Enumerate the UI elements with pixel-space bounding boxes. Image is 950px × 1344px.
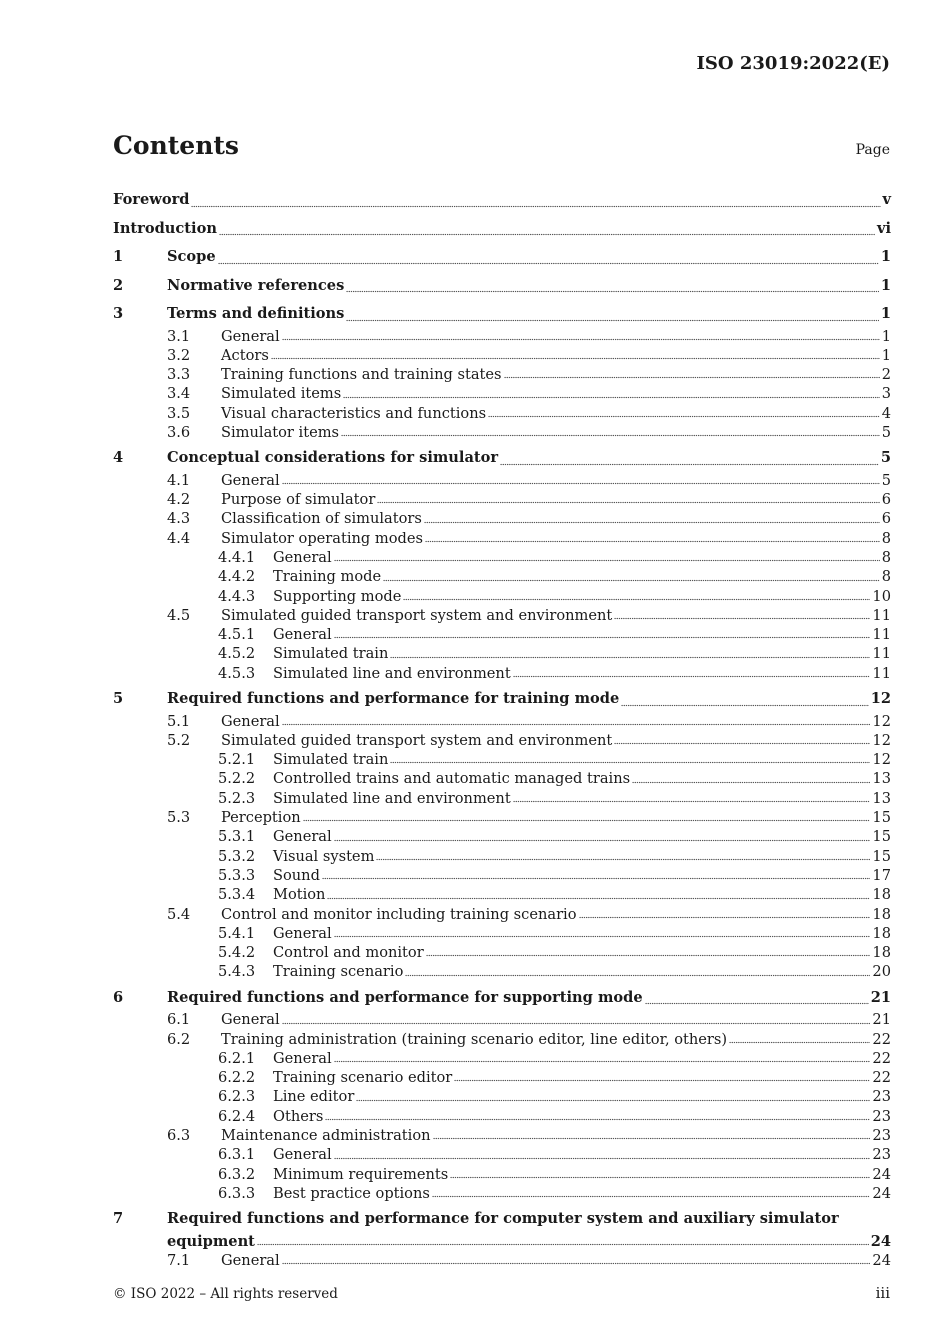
toc-entry-title: Simulated items xyxy=(221,385,342,403)
dot-leader xyxy=(632,781,870,785)
toc-entry-title: General xyxy=(273,828,332,846)
dot-leader xyxy=(513,675,871,679)
toc-entry-page: 23 xyxy=(872,1146,891,1164)
toc-entry[interactable] xyxy=(113,847,891,866)
toc-entry[interactable] xyxy=(113,213,891,242)
toc-entry-number: 3 xyxy=(113,305,124,322)
toc-entry[interactable] xyxy=(113,789,891,808)
contents-title: Contents xyxy=(113,131,240,160)
toc-entry-title: Simulated line and environment xyxy=(273,664,511,682)
dot-leader xyxy=(426,954,871,958)
dot-leader xyxy=(390,761,870,765)
toc-entry-page: 15 xyxy=(872,809,891,827)
toc-entry-page: 15 xyxy=(872,847,891,865)
toc-entry[interactable] xyxy=(113,567,891,586)
toc-entry[interactable] xyxy=(113,404,891,423)
toc-entry-page: 6 xyxy=(881,510,891,528)
toc-entry[interactable] xyxy=(113,1145,891,1164)
toc-entry-number: 5.4.2 xyxy=(218,944,256,962)
toc-entry-page: 1 xyxy=(881,346,891,364)
toc-entry-page: 5 xyxy=(881,423,891,441)
toc-entry-number: 5.2 xyxy=(167,731,191,749)
toc-entry-page: 12 xyxy=(870,690,891,708)
toc-entry-page: 17 xyxy=(872,866,891,884)
toc-entry[interactable] xyxy=(113,298,891,327)
dot-leader xyxy=(282,1262,871,1266)
toc-entry-page: 11 xyxy=(872,645,891,663)
toc-entry-title: Actors xyxy=(221,346,269,364)
toc-entry[interactable] xyxy=(113,587,891,606)
toc-entry[interactable] xyxy=(113,683,891,712)
toc-entry-title: General xyxy=(273,626,332,644)
toc-entry-number: 5.3.2 xyxy=(218,847,256,865)
toc-entry-page: 24 xyxy=(870,1232,891,1250)
toc-entry-page: 10 xyxy=(872,587,891,605)
toc-entry-title: Best practice options xyxy=(273,1184,430,1202)
toc-entry-number: 5.1 xyxy=(167,712,191,730)
toc-entry-title: Classification of simulators xyxy=(221,510,422,528)
toc-entry[interactable] xyxy=(113,270,891,299)
toc-entry-page: 6 xyxy=(881,491,891,509)
toc-entry-number: 1 xyxy=(113,248,124,265)
toc-entry[interactable] xyxy=(113,664,891,683)
toc-entry[interactable] xyxy=(113,548,891,567)
toc-entry-title: Controlled trains and automatic managed trains xyxy=(273,770,631,788)
toc-entry[interactable] xyxy=(113,731,891,750)
toc-entry-title: Simulated line and environment xyxy=(273,789,511,807)
dot-leader xyxy=(579,916,871,920)
toc-entry[interactable] xyxy=(113,866,891,885)
toc-entry[interactable] xyxy=(113,442,891,471)
dot-leader xyxy=(282,482,880,486)
toc-entry-title: General xyxy=(221,1011,280,1029)
toc-entry-number: 5.4.3 xyxy=(218,963,256,981)
dot-leader xyxy=(346,290,879,294)
toc-entry-title: Simulated guided transport system and environment xyxy=(221,731,613,749)
toc-entry-number: 5.4 xyxy=(167,905,191,923)
toc-entry-title: Required functions and performance for computer system and auxiliary simulator xyxy=(167,1210,839,1228)
toc-entry-title: Training scenario xyxy=(273,963,404,981)
toc-entry-page: 24 xyxy=(872,1251,891,1269)
toc-entry[interactable] xyxy=(113,1087,891,1106)
toc-entry-title: Normative references xyxy=(167,276,345,294)
toc-entry-title: Simulator items xyxy=(221,423,340,441)
dot-leader xyxy=(282,1022,871,1026)
toc-entry-page: 24 xyxy=(872,1184,891,1202)
toc-entry[interactable] xyxy=(113,346,891,365)
dot-leader xyxy=(334,1157,871,1161)
toc-entry-number: 4.5.1 xyxy=(218,626,256,644)
toc-entry-title: Conceptual considerations for simulator xyxy=(167,449,499,467)
toc-entry-page: 18 xyxy=(872,924,891,942)
dot-leader xyxy=(376,858,870,862)
toc-entry-number: 2 xyxy=(113,276,124,294)
dot-leader xyxy=(334,559,880,563)
toc-entry-title: General xyxy=(273,1146,332,1164)
toc-entry-title: Visual system xyxy=(273,847,375,865)
toc-entry-page: 12 xyxy=(872,731,891,749)
toc-entry-number: 7.1 xyxy=(167,1251,191,1269)
toc-entry[interactable] xyxy=(113,982,891,1011)
toc-entry-number: 5.2.1 xyxy=(218,751,256,769)
toc-entry-title: Terms and definitions xyxy=(167,305,345,322)
dot-leader xyxy=(424,521,880,525)
toc-entry[interactable] xyxy=(113,962,891,981)
toc-entry-number: 4.4.2 xyxy=(218,568,256,586)
toc-entry-page: vi xyxy=(876,219,891,237)
dot-leader xyxy=(621,704,868,708)
toc-entry[interactable] xyxy=(113,1184,891,1203)
toc-entry-title: Control and monitor including training scenario xyxy=(221,905,577,923)
dot-leader xyxy=(334,935,871,939)
dot-leader xyxy=(343,396,879,400)
toc-entry-title: General xyxy=(221,471,280,489)
toc-entry-page: 21 xyxy=(872,1011,891,1029)
toc-entry-page: 2 xyxy=(881,366,891,384)
toc-entry-title: Scope xyxy=(167,248,216,265)
dot-leader xyxy=(325,1118,870,1122)
toc-entry-number: 4.4 xyxy=(167,529,191,547)
toc-entry-page: 21 xyxy=(870,988,891,1006)
dot-leader xyxy=(729,1041,870,1045)
dot-leader xyxy=(341,434,880,438)
dot-leader xyxy=(334,636,871,640)
dot-leader xyxy=(433,1137,871,1141)
toc-entry[interactable] xyxy=(113,423,891,442)
toc-entry[interactable] xyxy=(113,1126,891,1145)
dot-leader xyxy=(303,819,871,823)
dot-leader xyxy=(645,1002,869,1006)
toc-entry-number: 6 xyxy=(113,988,124,1006)
dot-leader xyxy=(390,656,870,660)
toc-entry-page: 13 xyxy=(872,789,891,807)
toc-entry[interactable] xyxy=(113,1049,891,1068)
dot-leader xyxy=(450,1176,870,1180)
toc-entry-title: General xyxy=(273,548,332,566)
toc-entry-number: 5.2.3 xyxy=(218,789,256,807)
dot-leader xyxy=(219,233,875,237)
toc-entry-title: Perception xyxy=(221,809,301,827)
toc-entry-title: Required functions and performance for supporting mode xyxy=(167,988,643,1006)
toc-entry-number: 5.2.2 xyxy=(218,770,256,788)
toc-entry-number: 6.2 xyxy=(167,1030,191,1048)
toc-entry[interactable] xyxy=(113,750,891,769)
toc-entry-page: 4 xyxy=(881,404,891,422)
dot-leader xyxy=(383,579,880,583)
toc-entry-page: 8 xyxy=(881,568,891,586)
page-number: iii xyxy=(875,1284,890,1302)
toc-entry-title: General xyxy=(221,327,280,345)
toc-entry-title: Simulated train xyxy=(273,645,389,663)
toc-entry-number: 6.3 xyxy=(167,1126,191,1144)
toc-entry[interactable] xyxy=(113,384,891,403)
toc-entry[interactable] xyxy=(113,885,891,904)
dot-leader xyxy=(282,723,871,727)
toc-entry[interactable] xyxy=(113,509,891,528)
dot-leader xyxy=(334,1060,871,1064)
toc-entry[interactable] xyxy=(113,712,891,731)
toc-entry-number: 5.3.3 xyxy=(218,866,256,884)
dot-leader xyxy=(257,1243,869,1247)
toc-entry-page: 1 xyxy=(881,327,891,345)
copyright-footer: © ISO 2022 – All rights reserved xyxy=(113,1286,338,1302)
toc-entry-title: Line editor xyxy=(273,1088,355,1106)
toc-entry[interactable] xyxy=(113,924,891,943)
toc-entry-number: 6.3.2 xyxy=(218,1165,256,1183)
toc-entry[interactable] xyxy=(113,241,891,270)
dot-leader xyxy=(405,974,870,978)
toc-entry-number: 4.5.3 xyxy=(218,664,256,682)
toc-entry-page: 8 xyxy=(881,548,891,566)
toc-entry-number: 6.2.2 xyxy=(218,1069,256,1087)
toc-entry-page: v xyxy=(882,191,891,208)
toc-entry[interactable] xyxy=(113,365,891,384)
dot-leader xyxy=(454,1079,870,1083)
toc-entry-page: 22 xyxy=(872,1030,891,1048)
toc-entry-title: Visual characteristics and functions xyxy=(221,404,487,422)
toc-entry-page: 23 xyxy=(872,1088,891,1106)
toc-entry-page: 1 xyxy=(880,276,891,294)
toc-entry-title: Minimum requirements xyxy=(273,1165,449,1183)
toc-entry-number: 5.4.1 xyxy=(218,924,256,942)
toc-entry-page: 1 xyxy=(880,248,891,265)
toc-entry-number: 5 xyxy=(113,690,124,708)
toc-entry-title: General xyxy=(221,712,280,730)
toc-entry-page: 23 xyxy=(872,1126,891,1144)
toc-entry-number: 3.1 xyxy=(167,327,191,345)
toc-entry-number: 5.3.4 xyxy=(218,886,256,904)
toc-entry[interactable] xyxy=(113,1107,891,1126)
toc-entry-page: 11 xyxy=(872,606,891,624)
table-of-contents xyxy=(113,184,891,1270)
toc-entry-title: Supporting mode xyxy=(273,587,402,605)
toc-entry[interactable] xyxy=(113,769,891,788)
toc-entry-number: 4.1 xyxy=(167,471,191,489)
toc-entry[interactable] xyxy=(113,1010,891,1029)
toc-entry-page: 1 xyxy=(880,305,891,322)
toc-entry-page: 18 xyxy=(872,944,891,962)
toc-entry-number: 4 xyxy=(113,449,124,467)
toc-entry-number: 3.6 xyxy=(167,423,191,441)
toc-entry-page: 11 xyxy=(872,626,891,644)
toc-entry-page: 11 xyxy=(872,664,891,682)
dot-leader xyxy=(334,839,871,843)
toc-entry-title: Training administration (training scenario editor, line editor, others) xyxy=(221,1030,728,1048)
toc-entry-page: 5 xyxy=(881,471,891,489)
toc-entry-number: 6.1 xyxy=(167,1011,191,1029)
toc-entry-page: 22 xyxy=(872,1049,891,1067)
toc-entry[interactable] xyxy=(113,827,891,846)
toc-entry[interactable] xyxy=(113,1203,891,1251)
toc-entry[interactable] xyxy=(113,529,891,548)
toc-entry[interactable] xyxy=(113,625,891,644)
toc-entry-number: 5.3 xyxy=(167,809,191,827)
toc-entry-number: 7 xyxy=(113,1210,124,1228)
toc-entry-page: 3 xyxy=(881,385,891,403)
toc-entry-title: General xyxy=(221,1251,280,1269)
toc-entry-number: 4.3 xyxy=(167,510,191,528)
toc-entry[interactable] xyxy=(113,606,891,625)
toc-entry-page: 15 xyxy=(872,828,891,846)
dot-leader xyxy=(282,338,880,342)
toc-entry-number: 6.3.1 xyxy=(218,1146,256,1164)
toc-entry-title: Foreword xyxy=(113,191,190,208)
toc-entry-number: 3.5 xyxy=(167,404,191,422)
toc-entry-title: Training mode xyxy=(273,568,382,586)
toc-entry-title: Others xyxy=(273,1107,324,1125)
toc-entry[interactable] xyxy=(113,471,891,490)
toc-entry-title: General xyxy=(273,1049,332,1067)
toc-entry-number: 6.2.3 xyxy=(218,1088,256,1106)
toc-entry-number: 4.4.1 xyxy=(218,548,256,566)
toc-entry[interactable] xyxy=(113,808,891,827)
toc-entry-page: 12 xyxy=(872,751,891,769)
toc-entry-title: Simulated train xyxy=(273,751,389,769)
dot-leader xyxy=(513,800,871,804)
toc-entry[interactable] xyxy=(113,184,891,213)
toc-entry-title: General xyxy=(273,924,332,942)
toc-entry-title: Control and monitor xyxy=(273,944,424,962)
toc-entry-page: 23 xyxy=(872,1107,891,1125)
toc-entry-number: 5.3.1 xyxy=(218,828,256,846)
toc-entry-title: Simulated guided transport system and environment xyxy=(221,606,613,624)
toc-entry[interactable] xyxy=(113,490,891,509)
toc-entry-title: Purpose of simulator xyxy=(221,491,376,509)
toc-entry[interactable] xyxy=(113,943,891,962)
dot-leader xyxy=(327,897,870,901)
document-id: ISO 23019:2022(E) xyxy=(696,53,890,74)
dot-leader xyxy=(614,742,870,746)
dot-leader xyxy=(425,540,880,544)
toc-entry[interactable] xyxy=(113,1068,891,1087)
dot-leader xyxy=(432,1195,871,1199)
toc-entry-title: Training scenario editor xyxy=(273,1069,453,1087)
toc-entry-page: 18 xyxy=(872,905,891,923)
toc-entry[interactable] xyxy=(113,1251,891,1270)
toc-entry[interactable] xyxy=(113,327,891,346)
toc-entry[interactable] xyxy=(113,644,891,663)
toc-entry-number: 4.5.2 xyxy=(218,645,256,663)
dot-leader xyxy=(488,415,880,419)
toc-entry-number: 6.3.3 xyxy=(218,1184,256,1202)
toc-entry-number: 6.2.4 xyxy=(218,1107,256,1125)
page-column-label: Page xyxy=(855,142,890,158)
toc-entry-title-continuation: equipment xyxy=(167,1232,255,1250)
toc-entry[interactable] xyxy=(113,1165,891,1184)
toc-entry-page: 18 xyxy=(872,886,891,904)
toc-entry-page: 24 xyxy=(872,1165,891,1183)
dot-leader xyxy=(614,617,870,621)
toc-entry-title: Required functions and performance for training mode xyxy=(167,690,620,708)
toc-entry-number: 3.3 xyxy=(167,366,191,384)
dot-leader xyxy=(271,357,880,361)
toc-entry[interactable] xyxy=(113,905,891,924)
toc-entry-number: 4.2 xyxy=(167,491,191,509)
toc-entry-page: 20 xyxy=(872,963,891,981)
toc-entry-page: 5 xyxy=(880,449,891,467)
dot-leader xyxy=(322,877,870,881)
toc-entry-title: Training functions and training states xyxy=(221,366,502,384)
toc-entry-number: 3.2 xyxy=(167,346,191,364)
toc-entry-number: 3.4 xyxy=(167,385,191,403)
toc-entry[interactable] xyxy=(113,1030,891,1049)
dot-leader xyxy=(346,319,878,323)
dot-leader xyxy=(500,463,879,467)
toc-entry-page: 13 xyxy=(872,770,891,788)
dot-leader xyxy=(504,376,880,380)
toc-entry-title: Motion xyxy=(273,886,326,904)
toc-entry-page: 12 xyxy=(872,712,891,730)
toc-entry-number: 6.2.1 xyxy=(218,1049,256,1067)
dot-leader xyxy=(218,262,879,266)
toc-entry-number: 4.5 xyxy=(167,606,191,624)
toc-entry-title: Sound xyxy=(273,866,320,884)
toc-entry-page: 22 xyxy=(872,1069,891,1087)
toc-entry-title: Simulator operating modes xyxy=(221,529,423,547)
toc-entry-title: Maintenance administration xyxy=(221,1126,431,1144)
toc-entry-title: Introduction xyxy=(113,219,217,237)
dot-leader xyxy=(356,1099,870,1103)
dot-leader xyxy=(377,501,879,505)
toc-entry-page: 8 xyxy=(881,529,891,547)
dot-leader xyxy=(191,205,880,209)
dot-leader xyxy=(403,598,870,602)
toc-entry-number: 4.4.3 xyxy=(218,587,256,605)
